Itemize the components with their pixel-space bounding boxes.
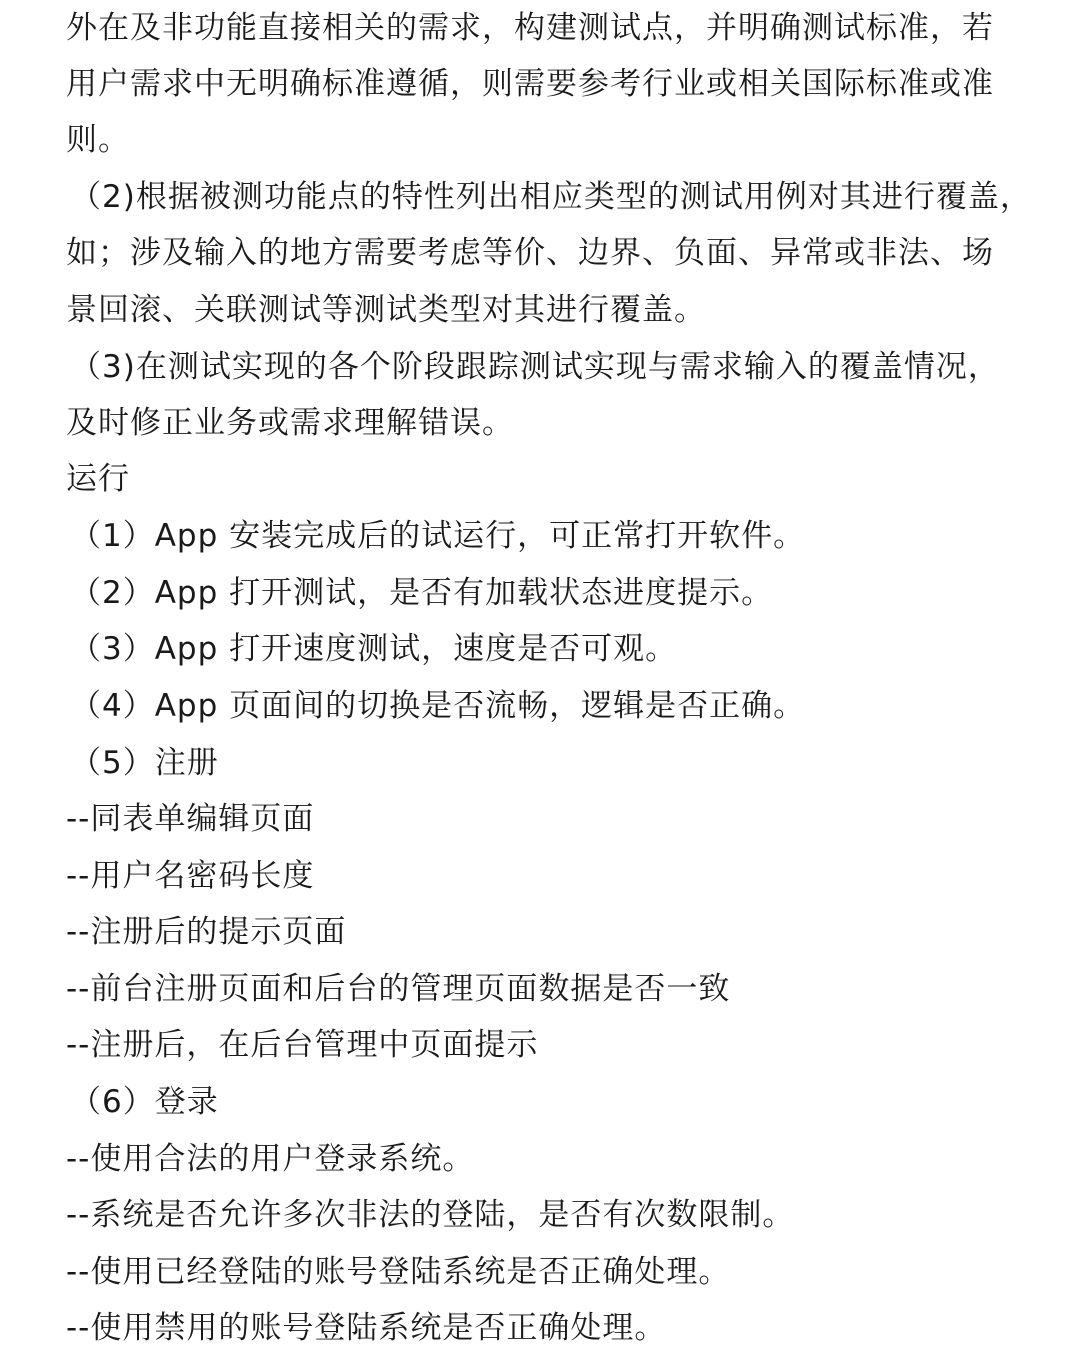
- text-line: （2)根据被测功能点的特性列出相应类型的测试用例对其进行覆盖，: [70, 179, 1032, 215]
- text-line: 则。: [66, 122, 130, 158]
- text-line: （3)在测试实现的各个阶段跟踪测试实现与需求输入的覆盖情况，: [70, 349, 1000, 385]
- sub-item: --用户名密码长度: [66, 858, 315, 894]
- sub-item: --注册后，在后台管理中页面提示: [66, 1027, 539, 1063]
- section-heading: 运行: [66, 461, 130, 497]
- text-line: 景回滚、关联测试等测试类型对其进行覆盖。: [66, 292, 706, 328]
- list-item: （6）登录: [70, 1084, 219, 1120]
- list-item: （5）注册: [70, 745, 219, 781]
- sub-item: --注册后的提示页面: [66, 914, 347, 950]
- text-line: 用户需求中无明确标准遵循，则需要参考行业或相关国际标准或准: [66, 66, 994, 102]
- list-item: （1）App 安装完成后的试运行，可正常打开软件。: [70, 518, 806, 554]
- text-line: 外在及非功能直接相关的需求，构建测试点，并明确测试标准，若: [66, 10, 994, 46]
- text-line: 如；涉及输入的地方需要考虑等价、边界、负面、异常或非法、场: [66, 235, 994, 271]
- sub-item: --使用合法的用户登录系统。: [66, 1141, 475, 1177]
- list-item: （3）App 打开速度测试，速度是否可观。: [70, 631, 678, 667]
- sub-item: --使用禁用的账号登陆系统是否正确处理。: [66, 1310, 667, 1346]
- sub-item: --系统是否允许多次非法的登陆，是否有次数限制。: [66, 1197, 795, 1233]
- text-line: 及时修正业务或需求理解错误。: [66, 405, 514, 441]
- sub-item: --同表单编辑页面: [66, 801, 315, 837]
- list-item: （4）App 页面间的切换是否流畅，逻辑是否正确。: [70, 688, 806, 724]
- sub-item: --前台注册页面和后台的管理页面数据是否一致: [66, 971, 731, 1007]
- list-item: （2）App 打开测试，是否有加载状态进度提示。: [70, 575, 774, 611]
- sub-item: --使用已经登陆的账号登陆系统是否正确处理。: [66, 1254, 731, 1290]
